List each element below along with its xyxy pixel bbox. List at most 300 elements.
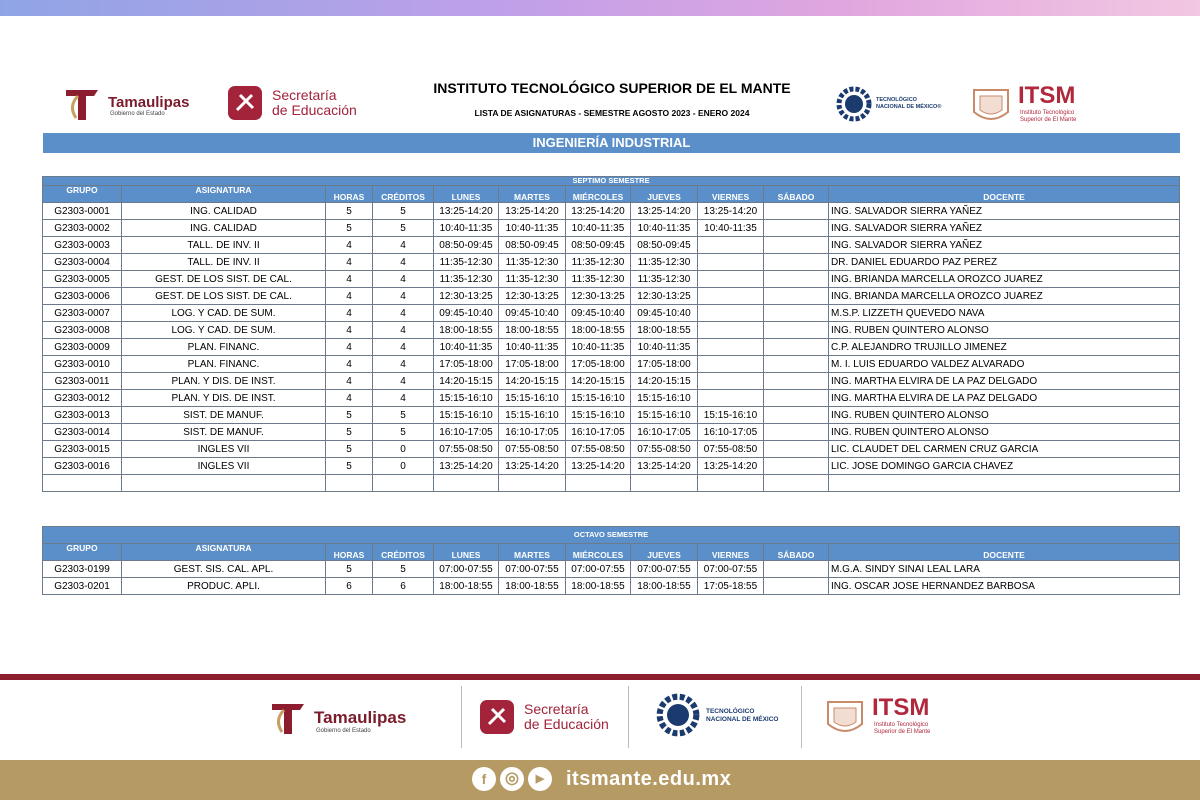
cell-miercoles: 07:55-08:50 (566, 441, 631, 458)
cell-grupo: G2303-0008 (43, 322, 122, 339)
itsm-word: ITSM (1018, 82, 1076, 109)
cell-horas: 5 (326, 441, 373, 458)
cell-grupo: G2303-0201 (43, 578, 122, 595)
cell-horas: 6 (326, 578, 373, 595)
cell-viernes (698, 390, 764, 407)
tecnm-text (876, 97, 941, 111)
cell-jueves: 13:25-14:20 (631, 458, 698, 475)
cell-docente: ING. RUBEN QUINTERO ALONSO (829, 424, 1180, 441)
cell-docente: M. I. LUIS EDUARDO VALDEZ ALVARADO (829, 356, 1180, 373)
cell-jueves: 10:40-11:35 (631, 220, 698, 237)
col-miercoles: MIÉRCOLES (566, 544, 631, 561)
cell-docente: ING. MARTHA ELVIRA DE LA PAZ DELGADO (829, 373, 1180, 390)
table-row (43, 356, 1180, 373)
table-row (43, 407, 1180, 424)
cell-creditos: 4 (373, 322, 434, 339)
cell-horas: 4 (326, 271, 373, 288)
cell-martes: 07:00-07:55 (499, 561, 566, 578)
cell-miercoles: 18:00-18:55 (566, 578, 631, 595)
cell-lunes: 15:15-16:10 (434, 407, 499, 424)
cell-docente: LIC. JOSE DOMINGO GARCIA CHAVEZ (829, 458, 1180, 475)
tecnm-line1: TECNOLÓGICO (706, 708, 755, 715)
cell-jueves: 11:35-12:30 (631, 254, 698, 271)
cell-miercoles (566, 475, 631, 492)
cell-miercoles: 12:30-13:25 (566, 288, 631, 305)
cell-creditos: 4 (373, 390, 434, 407)
cell-miercoles: 13:25-14:20 (566, 203, 631, 220)
cell-viernes (698, 305, 764, 322)
table-row (43, 288, 1180, 305)
cell-sabado (764, 390, 829, 407)
cell-miercoles: 15:15-16:10 (566, 390, 631, 407)
cell-lunes: 07:00-07:55 (434, 561, 499, 578)
cell-sabado (764, 561, 829, 578)
table-row (43, 220, 1180, 237)
cell-asignatura: SIST. DE MANUF. (122, 407, 326, 424)
cell-docente (829, 475, 1180, 492)
cell-jueves: 15:15-16:10 (631, 407, 698, 424)
cell-horas: 4 (326, 237, 373, 254)
cell-sabado (764, 271, 829, 288)
itsm-sub-line1: Instituto Tecnológico (874, 722, 929, 728)
cell-martes (499, 475, 566, 492)
cell-grupo: G2303-0015 (43, 441, 122, 458)
cell-martes: 18:00-18:55 (499, 322, 566, 339)
table-row (43, 475, 1180, 492)
cell-creditos: 4 (373, 339, 434, 356)
itsm-sub-line2: Superior de El Mante (874, 729, 931, 735)
cell-lunes: 18:00-18:55 (434, 322, 499, 339)
sep-line2: de Educación (524, 716, 609, 732)
cell-jueves: 11:35-12:30 (631, 271, 698, 288)
cell-asignatura: PLAN. Y DIS. DE INST. (122, 373, 326, 390)
tecnm-line2: NACIONAL DE MÉXICO (706, 716, 779, 723)
cell-asignatura: GEST. SIS. CAL. APL. (122, 561, 326, 578)
footer-tamaulipas-logo (270, 698, 407, 738)
cell-miercoles: 15:15-16:10 (566, 407, 631, 424)
sep-line1: Secretaría (524, 701, 589, 717)
cell-asignatura: TALL. DE INV. II (122, 254, 326, 271)
itsm-sub-line2: Superior de El Mante (1020, 117, 1077, 123)
cell-martes: 14:20-15:15 (499, 373, 566, 390)
col-martes: MARTES (499, 186, 566, 203)
cell-martes: 11:35-12:30 (499, 271, 566, 288)
cell-sabado (764, 424, 829, 441)
octavo-semester-title: OCTAVO SEMESTRE (43, 527, 1180, 544)
table-row (43, 322, 1180, 339)
cell-docente: ING. RUBEN QUINTERO ALONSO (829, 322, 1180, 339)
cell-lunes (434, 475, 499, 492)
footer-separator (461, 686, 462, 748)
sep-text (272, 88, 357, 118)
cell-jueves: 17:05-18:00 (631, 356, 698, 373)
cell-docente: M.G.A. SINDY SINAI LEAL LARA (829, 561, 1180, 578)
cell-creditos: 6 (373, 578, 434, 595)
cell-grupo: G2303-0013 (43, 407, 122, 424)
cell-miercoles: 11:35-12:30 (566, 271, 631, 288)
cell-miercoles: 14:20-15:15 (566, 373, 631, 390)
cell-docente: ING. SALVADOR SIERRA YAÑEZ (829, 237, 1180, 254)
sep-line2: de Educación (272, 102, 357, 118)
cell-grupo: G2303-0012 (43, 390, 122, 407)
cell-jueves: 18:00-18:55 (631, 322, 698, 339)
col-horas: HORAS (326, 544, 373, 561)
cell-martes: 11:35-12:30 (499, 254, 566, 271)
col-creditos: CRÉDITOS (373, 186, 434, 203)
cell-asignatura: INGLES VII (122, 458, 326, 475)
cell-grupo: G2303-0011 (43, 373, 122, 390)
cell-grupo: G2303-0009 (43, 339, 122, 356)
cell-asignatura: ING. CALIDAD (122, 203, 326, 220)
cell-horas: 4 (326, 339, 373, 356)
cell-martes: 18:00-18:55 (499, 578, 566, 595)
cell-docente: ING. SALVADOR SIERRA YAÑEZ (829, 203, 1180, 220)
cell-viernes (698, 339, 764, 356)
col-viernes: VIERNES (698, 544, 764, 561)
youtube-icon[interactable]: ▶ (528, 767, 552, 791)
tamaulipas-sub: Gobierno del Estado (110, 111, 165, 117)
tamaulipas-mark-icon (270, 698, 310, 738)
tecnm-gear-icon (656, 690, 700, 740)
cell-sabado (764, 220, 829, 237)
website-link[interactable]: itsmante.edu.mx (566, 768, 732, 790)
itsm-crest-icon (824, 694, 866, 738)
cell-lunes: 13:25-14:20 (434, 458, 499, 475)
cell-creditos: 0 (373, 441, 434, 458)
cell-miercoles: 09:45-10:40 (566, 305, 631, 322)
cell-creditos: 4 (373, 254, 434, 271)
cell-martes: 13:25-14:20 (499, 458, 566, 475)
cell-creditos: 5 (373, 203, 434, 220)
col-sabado: SÁBADO (764, 544, 829, 561)
institute-title: INSTITUTO TECNOLÓGICO SUPERIOR DE EL MANTE (433, 80, 791, 96)
cell-viernes (698, 356, 764, 373)
table-row (43, 578, 1180, 595)
cell-horas: 4 (326, 288, 373, 305)
table-row (43, 561, 1180, 578)
col-jueves: JUEVES (631, 544, 698, 561)
table-row (43, 271, 1180, 288)
cell-grupo: G2303-0007 (43, 305, 122, 322)
table-row (43, 254, 1180, 271)
cell-viernes: 07:55-08:50 (698, 441, 764, 458)
col-docente: DOCENTE (829, 186, 1180, 203)
cell-martes: 17:05-18:00 (499, 356, 566, 373)
cell-creditos: 5 (373, 424, 434, 441)
cell-jueves: 12:30-13:25 (631, 288, 698, 305)
table-row (43, 305, 1180, 322)
cell-asignatura: PRODUC. APLI. (122, 578, 326, 595)
cell-martes: 12:30-13:25 (499, 288, 566, 305)
cell-viernes: 10:40-11:35 (698, 220, 764, 237)
cell-miercoles: 10:40-11:35 (566, 339, 631, 356)
col-lunes: LUNES (434, 544, 499, 561)
col-jueves: JUEVES (631, 186, 698, 203)
cell-sabado (764, 254, 829, 271)
cell-horas: 4 (326, 390, 373, 407)
cell-jueves: 15:15-16:10 (631, 390, 698, 407)
footer-red-line (0, 674, 1200, 680)
cell-sabado (764, 458, 829, 475)
cell-asignatura: TALL. DE INV. II (122, 237, 326, 254)
cell-viernes (698, 288, 764, 305)
cell-horas: 5 (326, 220, 373, 237)
cell-jueves: 13:25-14:20 (631, 203, 698, 220)
tecnm-line1: TECNOLÓGICO (876, 97, 917, 103)
cell-viernes: 15:15-16:10 (698, 407, 764, 424)
cell-miercoles: 10:40-11:35 (566, 220, 631, 237)
cell-asignatura: LOG. Y CAD. DE SUM. (122, 305, 326, 322)
cell-miercoles: 13:25-14:20 (566, 458, 631, 475)
cell-asignatura: SIST. DE MANUF. (122, 424, 326, 441)
col-asignatura: ASIGNATURA (122, 186, 326, 203)
cell-lunes: 08:50-09:45 (434, 237, 499, 254)
sep-line1: Secretaría (272, 87, 337, 103)
top-gradient-bar (0, 0, 1200, 16)
cell-viernes (698, 373, 764, 390)
cell-horas: 4 (326, 305, 373, 322)
cell-creditos: 4 (373, 305, 434, 322)
cell-horas: 4 (326, 254, 373, 271)
cell-grupo: G2303-0003 (43, 237, 122, 254)
cell-horas: 5 (326, 561, 373, 578)
cell-jueves: 07:00-07:55 (631, 561, 698, 578)
instagram-icon[interactable]: ◎ (500, 767, 524, 791)
cell-lunes: 17:05-18:00 (434, 356, 499, 373)
cell-viernes (698, 237, 764, 254)
table-row (43, 458, 1180, 475)
tamaulipas-word: Tamaulipas (314, 708, 407, 727)
cell-lunes: 14:20-15:15 (434, 373, 499, 390)
cell-horas: 5 (326, 203, 373, 220)
cell-creditos: 4 (373, 271, 434, 288)
career-title-bar: INGENIERÍA INDUSTRIAL (43, 133, 1180, 153)
cell-sabado (764, 305, 829, 322)
cell-jueves (631, 475, 698, 492)
table-row (43, 390, 1180, 407)
tecnm-text (706, 708, 778, 724)
tamaulipas-sub: Gobierno del Estado (316, 728, 371, 734)
cell-grupo: G2303-0014 (43, 424, 122, 441)
cell-horas: 4 (326, 322, 373, 339)
cell-creditos: 4 (373, 373, 434, 390)
col-horas: HORAS (326, 186, 373, 203)
cell-grupo: G2303-0199 (43, 561, 122, 578)
cell-martes: 15:15-16:10 (499, 407, 566, 424)
cell-viernes: 16:10-17:05 (698, 424, 764, 441)
col-creditos: CRÉDITOS (373, 544, 434, 561)
col-grupo: GRUPO (43, 544, 122, 561)
cell-creditos: 4 (373, 237, 434, 254)
cell-jueves: 10:40-11:35 (631, 339, 698, 356)
cell-lunes: 15:15-16:10 (434, 390, 499, 407)
itsm-word: ITSM (872, 694, 930, 721)
cell-lunes: 07:55-08:50 (434, 441, 499, 458)
cell-docente: DR. DANIEL EDUARDO PAZ PEREZ (829, 254, 1180, 271)
cell-sabado (764, 339, 829, 356)
cell-jueves: 16:10-17:05 (631, 424, 698, 441)
cell-martes: 13:25-14:20 (499, 203, 566, 220)
cell-viernes (698, 271, 764, 288)
cell-creditos: 4 (373, 288, 434, 305)
col-grupo: GRUPO (43, 186, 122, 203)
cell-sabado (764, 237, 829, 254)
cell-horas: 5 (326, 407, 373, 424)
cell-viernes: 13:25-14:20 (698, 458, 764, 475)
cell-jueves: 18:00-18:55 (631, 578, 698, 595)
footer-tecnm-logo (656, 690, 786, 742)
cell-docente: LIC. CLAUDET DEL CARMEN CRUZ GARCIA (829, 441, 1180, 458)
cell-creditos: 5 (373, 220, 434, 237)
table-row (43, 441, 1180, 458)
cell-sabado (764, 373, 829, 390)
cell-docente: ING. RUBEN QUINTERO ALONSO (829, 407, 1180, 424)
cell-asignatura (122, 475, 326, 492)
octavo-schedule-table (42, 526, 1180, 595)
cell-docente: ING. OSCAR JOSE HERNANDEZ BARBOSA (829, 578, 1180, 595)
sep-mark-icon (228, 86, 262, 120)
cell-creditos: 5 (373, 561, 434, 578)
cell-viernes: 17:05-18:55 (698, 578, 764, 595)
tecnm-line2: NACIONAL DE MÉXICO® (876, 104, 942, 110)
cell-grupo: G2303-0005 (43, 271, 122, 288)
cell-lunes: 10:40-11:35 (434, 339, 499, 356)
cell-grupo: G2303-0006 (43, 288, 122, 305)
cell-sabado (764, 475, 829, 492)
cell-miercoles: 17:05-18:00 (566, 356, 631, 373)
cell-viernes: 07:00-07:55 (698, 561, 764, 578)
cell-asignatura: GEST. DE LOS SIST. DE CAL. (122, 271, 326, 288)
sep-mark-icon (480, 700, 514, 734)
cell-horas: 4 (326, 356, 373, 373)
tamaulipas-mark-icon (64, 84, 104, 124)
itsm-logo (970, 82, 1110, 128)
cell-creditos: 0 (373, 458, 434, 475)
sep-logo (228, 86, 378, 122)
cell-creditos (373, 475, 434, 492)
cell-asignatura: PLAN. FINANC. (122, 339, 326, 356)
cell-lunes: 10:40-11:35 (434, 220, 499, 237)
cell-martes: 15:15-16:10 (499, 390, 566, 407)
cell-viernes (698, 322, 764, 339)
tecnm-logo (836, 84, 956, 124)
cell-asignatura: LOG. Y CAD. DE SUM. (122, 322, 326, 339)
col-miercoles: MIÉRCOLES (566, 186, 631, 203)
cell-sabado (764, 441, 829, 458)
footer-itsm-logo (824, 694, 964, 740)
cell-jueves: 09:45-10:40 (631, 305, 698, 322)
septimo-semester-title: SEPTIMO SEMESTRE (43, 177, 1180, 186)
col-docente: DOCENTE (829, 544, 1180, 561)
cell-martes: 07:55-08:50 (499, 441, 566, 458)
cell-miercoles: 07:00-07:55 (566, 561, 631, 578)
cell-horas: 5 (326, 424, 373, 441)
cell-miercoles: 18:00-18:55 (566, 322, 631, 339)
cell-martes: 10:40-11:35 (499, 339, 566, 356)
cell-sabado (764, 578, 829, 595)
cell-asignatura: PLAN. Y DIS. DE INST. (122, 390, 326, 407)
cell-jueves: 07:55-08:50 (631, 441, 698, 458)
septimo-schedule-table (42, 176, 1180, 492)
cell-grupo: G2303-0010 (43, 356, 122, 373)
cell-grupo: G2303-0004 (43, 254, 122, 271)
cell-martes: 08:50-09:45 (499, 237, 566, 254)
cell-horas: 5 (326, 458, 373, 475)
cell-martes: 09:45-10:40 (499, 305, 566, 322)
cell-jueves: 08:50-09:45 (631, 237, 698, 254)
table-row (43, 203, 1180, 220)
col-martes: MARTES (499, 544, 566, 561)
cell-docente: C.P. ALEJANDRO TRUJILLO JIMENEZ (829, 339, 1180, 356)
septimo-rows (43, 203, 1180, 492)
cell-viernes (698, 254, 764, 271)
table-row (43, 373, 1180, 390)
cell-grupo (43, 475, 122, 492)
footer-separator (628, 686, 629, 748)
cell-lunes: 12:30-13:25 (434, 288, 499, 305)
sep-text (524, 702, 609, 732)
tecnm-gear-icon (836, 84, 872, 124)
cell-docente: ING. BRIANDA MARCELLA OROZCO JUAREZ (829, 288, 1180, 305)
cell-asignatura: INGLES VII (122, 441, 326, 458)
semester-subtitle: LISTA DE ASIGNATURAS - SEMESTRE AGOSTO 2023 - ENERO 2024 (474, 108, 750, 118)
cell-lunes: 13:25-14:20 (434, 203, 499, 220)
cell-viernes: 13:25-14:20 (698, 203, 764, 220)
cell-docente: ING. SALVADOR SIERRA YAÑEZ (829, 220, 1180, 237)
tamaulipas-word: Tamaulipas (108, 94, 190, 111)
cell-lunes: 09:45-10:40 (434, 305, 499, 322)
footer-separator (801, 686, 802, 748)
cell-creditos: 5 (373, 407, 434, 424)
cell-martes: 16:10-17:05 (499, 424, 566, 441)
cell-miercoles: 16:10-17:05 (566, 424, 631, 441)
cell-sabado (764, 288, 829, 305)
cell-lunes: 16:10-17:05 (434, 424, 499, 441)
itsm-crest-icon (970, 82, 1012, 126)
cell-miercoles: 11:35-12:30 (566, 254, 631, 271)
cell-sabado (764, 203, 829, 220)
table-row (43, 339, 1180, 356)
cell-viernes (698, 475, 764, 492)
table-row (43, 424, 1180, 441)
cell-docente: ING. BRIANDA MARCELLA OROZCO JUAREZ (829, 271, 1180, 288)
tamaulipas-logo (64, 84, 194, 124)
cell-creditos: 4 (373, 356, 434, 373)
cell-asignatura: ING. CALIDAD (122, 220, 326, 237)
cell-docente: M.S.P. LIZZETH QUEVEDO NAVA (829, 305, 1180, 322)
facebook-icon[interactable]: f (472, 767, 496, 791)
cell-lunes: 18:00-18:55 (434, 578, 499, 595)
itsm-sub (1020, 110, 1076, 124)
cell-lunes: 11:35-12:30 (434, 271, 499, 288)
col-asignatura: ASIGNATURA (122, 544, 326, 561)
cell-asignatura: GEST. DE LOS SIST. DE CAL. (122, 288, 326, 305)
cell-lunes: 11:35-12:30 (434, 254, 499, 271)
col-lunes: LUNES (434, 186, 499, 203)
itsm-sub (874, 722, 930, 736)
cell-grupo: G2303-0001 (43, 203, 122, 220)
cell-asignatura: PLAN. FINANC. (122, 356, 326, 373)
cell-sabado (764, 322, 829, 339)
footer-sep-logo (480, 700, 630, 736)
cell-sabado (764, 407, 829, 424)
cell-grupo: G2303-0002 (43, 220, 122, 237)
col-sabado: SÁBADO (764, 186, 829, 203)
cell-docente: ING. MARTHA ELVIRA DE LA PAZ DELGADO (829, 390, 1180, 407)
col-viernes: VIERNES (698, 186, 764, 203)
cell-grupo: G2303-0016 (43, 458, 122, 475)
cell-sabado (764, 356, 829, 373)
